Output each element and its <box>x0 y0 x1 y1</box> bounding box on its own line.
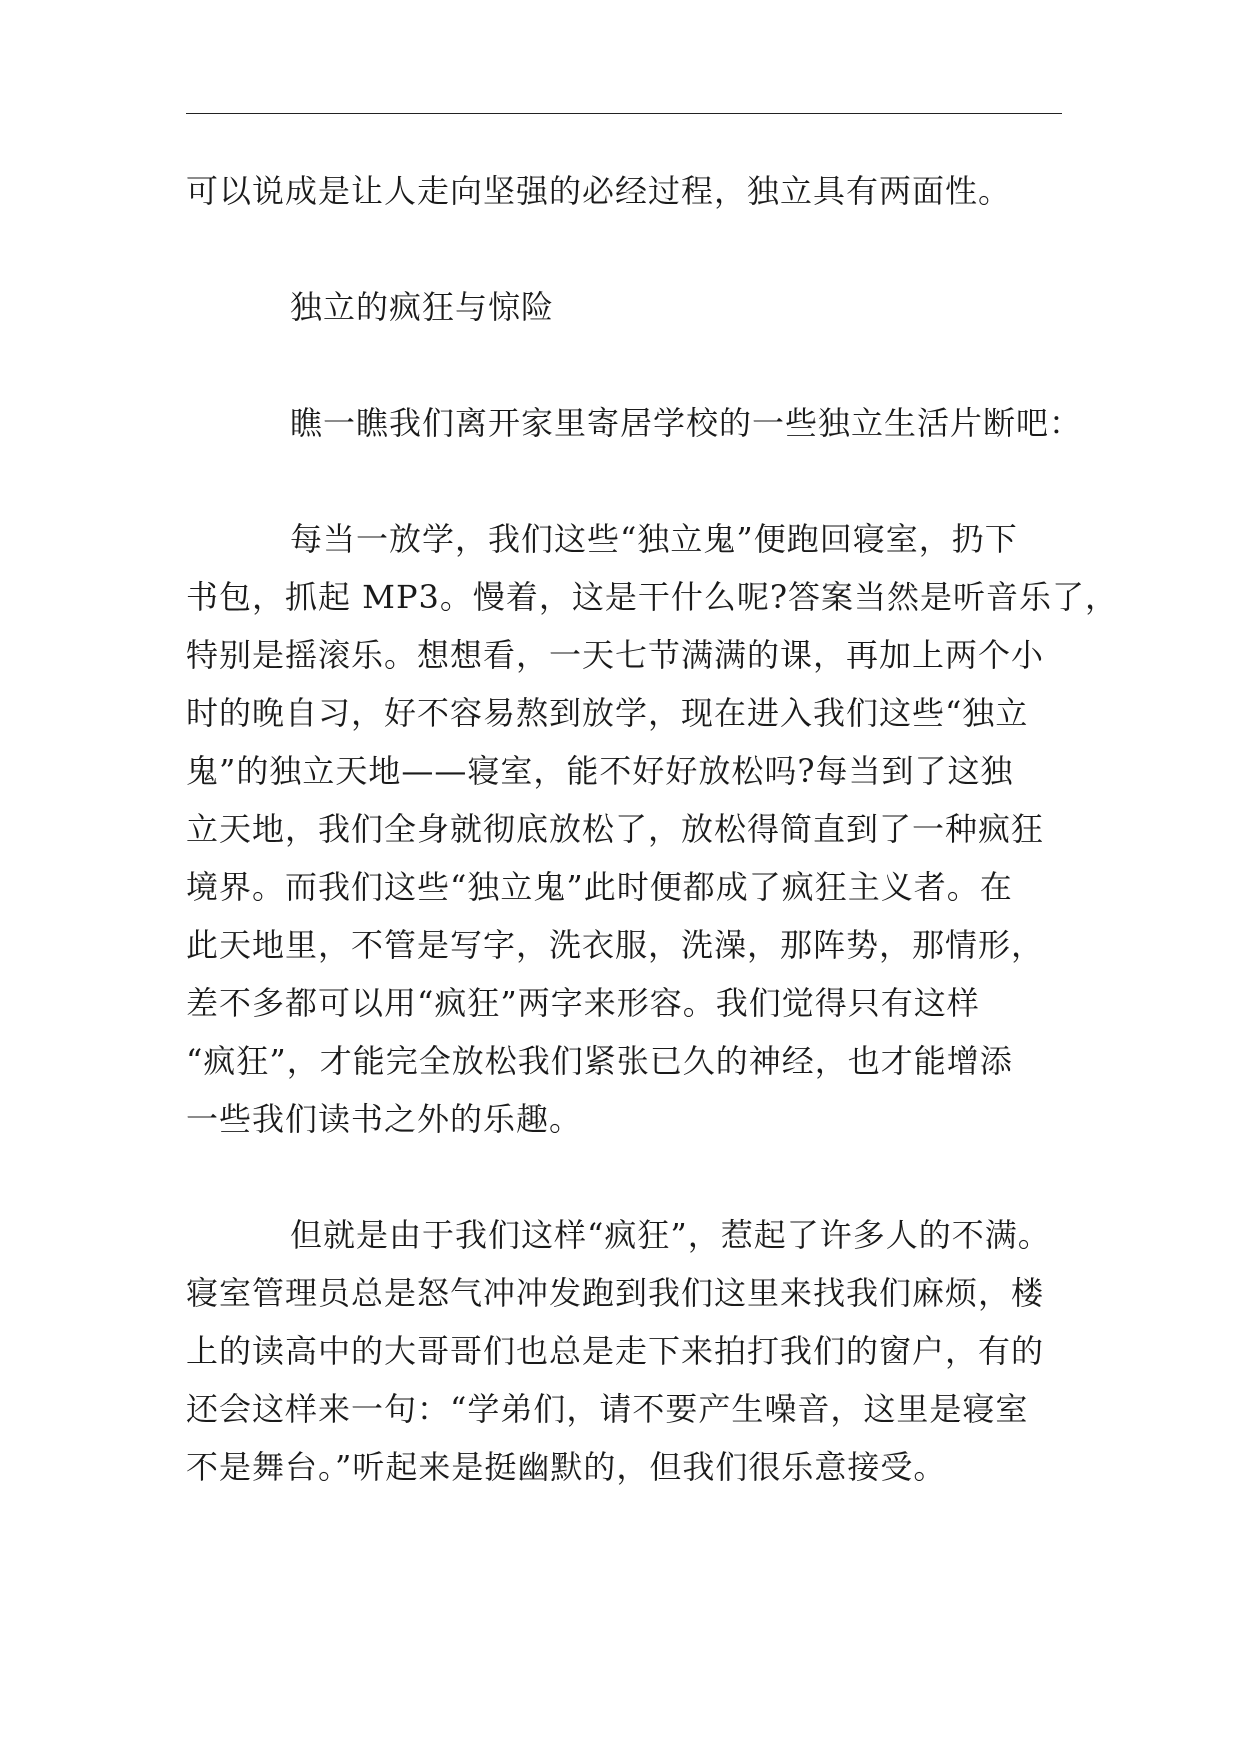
text-line: 差不多都可以用“疯狂”两字来形容。我们觉得只有这样 <box>186 984 980 1022</box>
text-line: 一些我们读书之外的乐趣。 <box>186 1100 583 1138</box>
text-line: 时的晚自习，好不容易熬到放学，现在进入我们这些“独立 <box>186 694 1029 732</box>
paragraph-gap <box>186 336 1066 394</box>
paragraph-gap <box>186 452 1066 510</box>
header-rule <box>186 113 1062 114</box>
text-line: 可以说成是让人走向坚强的必经过程，独立具有两面性。 <box>186 172 1012 210</box>
paragraph <box>186 394 1083 452</box>
text-line: 但就是由于我们这样“疯狂”，惹起了许多人的不满。 <box>290 1216 1051 1254</box>
paragraph <box>186 162 1066 220</box>
text-line: 上的读高中的大哥哥们也总是走下来拍打我们的窗户，有的 <box>186 1332 1045 1370</box>
text-line: 此天地里，不管是写字，洗衣服，洗澡，那阵势，那情形， <box>186 926 1045 964</box>
paragraph-gap <box>186 1148 1066 1206</box>
text-line: 鬼”的独立天地——寝室，能不好好放松吗?每当到了这独 <box>186 752 1014 790</box>
text-line: 书包，抓起 MP3。慢着，这是干什么呢?答案当然是听音乐了， <box>186 578 1118 616</box>
text-line: 瞧一瞧我们离开家里寄居学校的一些独立生活片断吧： <box>290 404 1083 442</box>
text-line: 立天地，我们全身就彻底放松了，放松得简直到了一种疯狂 <box>186 810 1045 848</box>
text-line: 特别是摇滚乐。想想看，一天七节满满的课，再加上两个小 <box>186 636 1045 674</box>
text-line: 每当一放学，我们这些“独立鬼”便跑回寝室，扔下 <box>290 520 1018 558</box>
text-line: 寝室管理员总是怒气冲冲发跑到我们这里来找我们麻烦，楼 <box>186 1274 1045 1312</box>
text-line: “疯狂”，才能完全放松我们紧张已久的神经，也才能增添 <box>186 1042 1013 1080</box>
document-body <box>186 162 1118 1496</box>
paragraph <box>186 510 1118 1148</box>
text-line: 还会这样来一句：“学弟们，请不要产生噪音，这里是寝室 <box>186 1390 1029 1428</box>
section-heading <box>186 278 1066 336</box>
paragraph-gap <box>186 220 1066 278</box>
paragraph <box>186 1206 1066 1496</box>
text-line: 境界。而我们这些“独立鬼”此时便都成了疯狂主义者。在 <box>186 868 1013 906</box>
text-line: 不是舞台。”听起来是挺幽默的，但我们很乐意接受。 <box>186 1448 947 1486</box>
text-line: 独立的疯狂与惊险 <box>290 288 555 326</box>
